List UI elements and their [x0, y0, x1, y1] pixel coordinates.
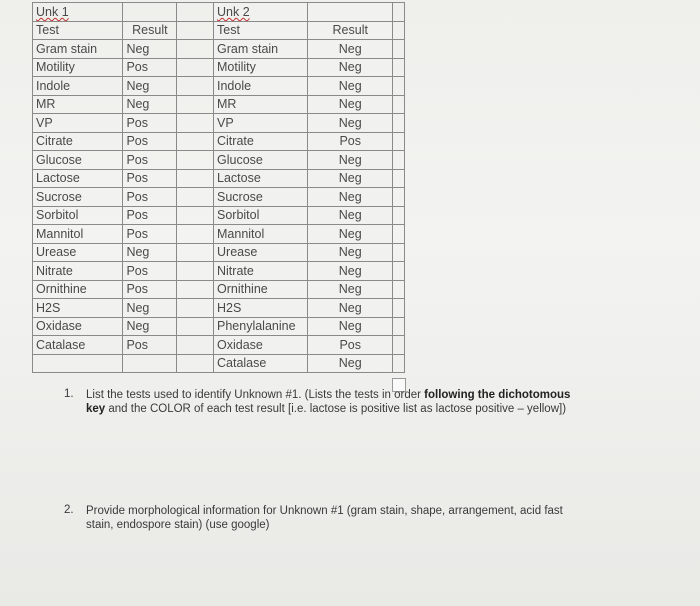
unk1-title: Unk 1 — [33, 3, 123, 22]
test-name: MR — [33, 95, 123, 114]
test-result: Pos — [123, 188, 177, 207]
test-name: Ornithine — [214, 280, 308, 299]
test-result: Pos — [123, 336, 177, 355]
table-row — [214, 280, 393, 299]
empty-cell — [123, 3, 177, 22]
question-2: Provide morphological information for Unknown #1 (gram stain, shape, arrangement, acid fast stain, endospore stain) (use google) — [86, 505, 563, 531]
test-name: Sucrose — [33, 188, 123, 207]
test-result: Neg — [308, 188, 393, 207]
test-result: Pos — [123, 151, 177, 170]
test-name: Glucose — [214, 151, 308, 170]
table-row — [214, 188, 393, 207]
table-row — [214, 151, 393, 170]
test-name: Catalase — [33, 336, 123, 355]
table-row — [214, 317, 393, 336]
test-result: Neg — [308, 262, 393, 281]
test-name: Mannitol — [214, 225, 308, 244]
table-row — [214, 262, 393, 281]
test-name: Motility — [33, 58, 123, 77]
empty-cell — [308, 3, 393, 22]
test-result: Neg — [308, 58, 393, 77]
header-result: Result — [308, 21, 393, 40]
question-1: List the tests used to identify Unknown #1. (Lists the tests in order following the dichotomous key and the COLOR of each test result [i.e. lactose is positive list as lactose positive – yellow]) — [86, 389, 571, 415]
test-result: Pos — [123, 280, 177, 299]
test-result: Neg — [308, 280, 393, 299]
test-name: Mannitol — [33, 225, 123, 244]
test-name: Oxidase — [33, 317, 123, 336]
test-result: Neg — [123, 40, 177, 59]
test-result: Pos — [123, 225, 177, 244]
header-result: Result — [123, 21, 177, 40]
test-name: Indole — [214, 77, 308, 96]
test-name: Lactose — [33, 169, 123, 188]
table-row — [214, 243, 393, 262]
test-result: Neg — [123, 317, 177, 336]
test-name: Motility — [214, 58, 308, 77]
test-result: Neg — [308, 169, 393, 188]
test-result: Neg — [308, 317, 393, 336]
empty-cell — [123, 354, 177, 373]
table-row — [214, 336, 393, 355]
test-name: Nitrate — [214, 262, 308, 281]
question-2-number: 2. — [64, 504, 74, 516]
table-row — [214, 114, 393, 133]
test-result: Neg — [308, 95, 393, 114]
test-name: MR — [214, 95, 308, 114]
test-name: Glucose — [33, 151, 123, 170]
test-result: Neg — [308, 243, 393, 262]
test-name: Gram stain — [33, 40, 123, 59]
test-result: Neg — [123, 243, 177, 262]
table-row — [214, 299, 393, 318]
test-result: Neg — [308, 225, 393, 244]
table-row — [214, 132, 393, 151]
test-name: Sorbitol — [214, 206, 308, 225]
test-result: Neg — [123, 95, 177, 114]
test-name: Citrate — [33, 132, 123, 151]
test-result: Pos — [123, 58, 177, 77]
test-name: Urease — [33, 243, 123, 262]
test-result: Neg — [308, 40, 393, 59]
test-name: Lactose — [214, 169, 308, 188]
header-test: Test — [214, 21, 308, 40]
table-row — [214, 58, 393, 77]
test-result: Pos — [123, 114, 177, 133]
test-result: Pos — [123, 262, 177, 281]
test-result: Neg — [123, 299, 177, 318]
table-row — [214, 169, 393, 188]
table-row — [214, 206, 393, 225]
test-name: Citrate — [214, 132, 308, 151]
test-result: Pos — [308, 132, 393, 151]
test-name: Indole — [33, 77, 123, 96]
table-header-row — [214, 21, 393, 40]
test-result: Neg — [308, 114, 393, 133]
table-row — [214, 225, 393, 244]
test-name: Ornithine — [33, 280, 123, 299]
test-result: Neg — [308, 299, 393, 318]
test-result: Pos — [123, 132, 177, 151]
table-row — [214, 40, 393, 59]
test-name: VP — [33, 114, 123, 133]
unk2-title: Unk 2 — [214, 3, 308, 22]
test-result: Neg — [308, 77, 393, 96]
test-name: H2S — [33, 299, 123, 318]
test-result: Pos — [123, 206, 177, 225]
test-name: Nitrate — [33, 262, 123, 281]
table-row — [214, 3, 393, 22]
table-row — [214, 354, 393, 373]
test-name: Oxidase — [214, 336, 308, 355]
test-result: Neg — [308, 151, 393, 170]
empty-cell — [33, 354, 123, 373]
test-result: Pos — [123, 169, 177, 188]
test-result: Neg — [308, 206, 393, 225]
test-name: Gram stain — [214, 40, 308, 59]
test-result: Pos — [308, 336, 393, 355]
test-name: Sorbitol — [33, 206, 123, 225]
test-name: Sucrose — [214, 188, 308, 207]
test-name: Urease — [214, 243, 308, 262]
table-row — [214, 77, 393, 96]
test-name: Phenylalanine — [214, 317, 308, 336]
test-name: Catalase — [214, 354, 308, 373]
test-result: Neg — [123, 77, 177, 96]
test-result: Neg — [308, 354, 393, 373]
test-name: VP — [214, 114, 308, 133]
table-row — [214, 95, 393, 114]
unknown-2-table — [213, 2, 393, 373]
test-name: H2S — [214, 299, 308, 318]
question-1-number: 1. — [64, 388, 74, 400]
header-test: Test — [33, 21, 123, 40]
